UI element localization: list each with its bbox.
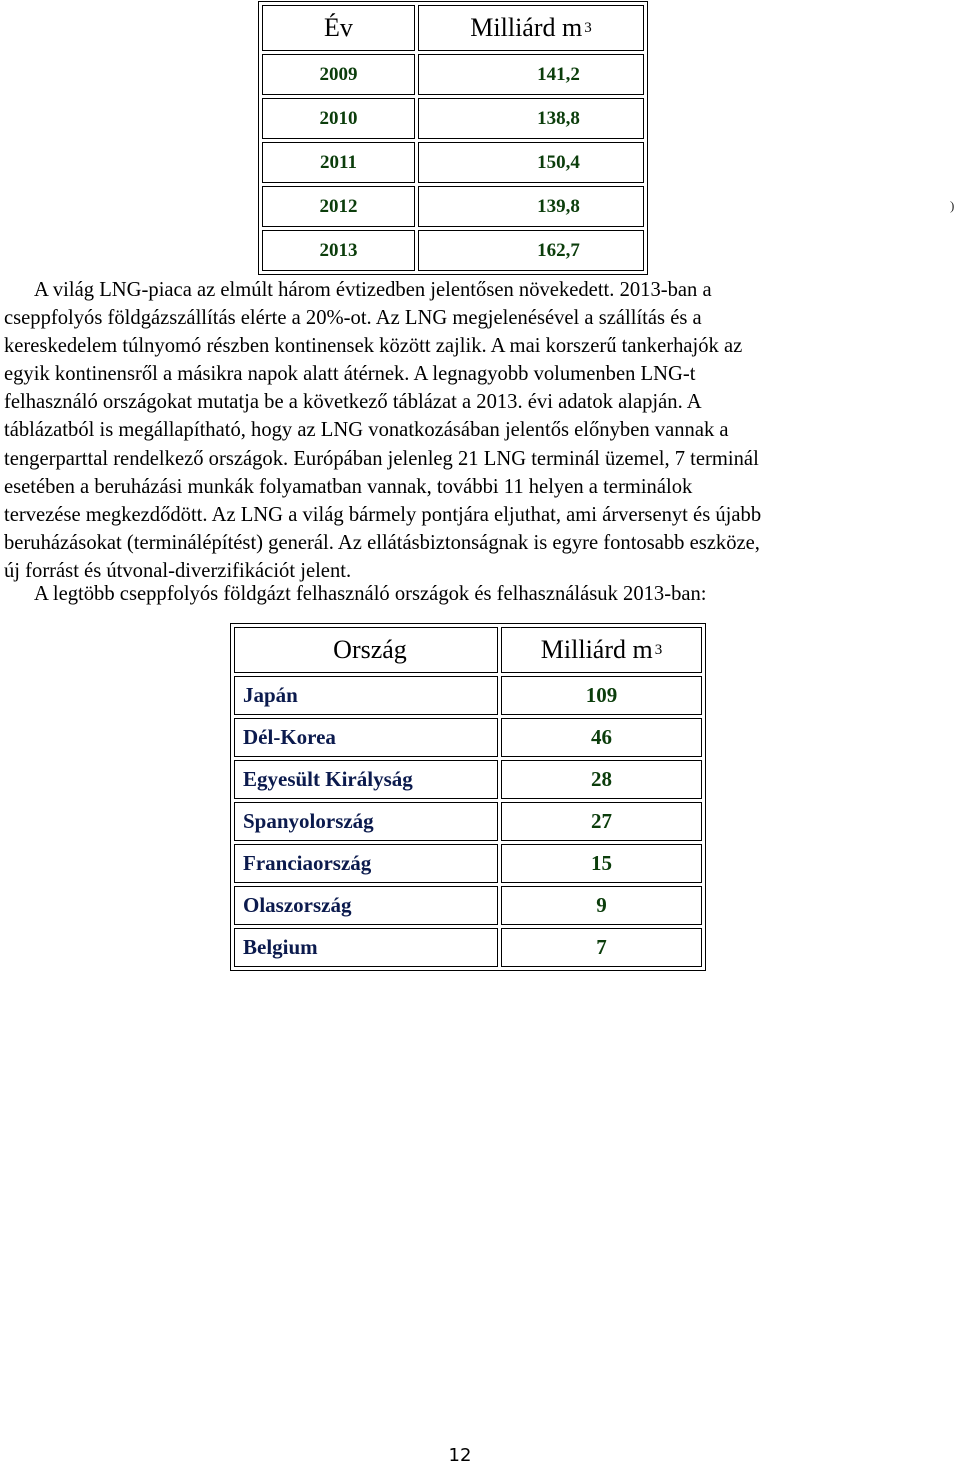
table-row xyxy=(234,760,702,799)
value-cell: 27 xyxy=(501,802,702,841)
paragraph-line: kereskedelem túlnyomó részben kontinensek között zajlik. A mai korszerű tankerhajók az xyxy=(4,335,743,358)
value-cell: 46 xyxy=(501,718,702,757)
paragraph-line: tengerparttal rendelkező országok. Európában jelenleg 21 LNG terminál üzemel, 7 terminál xyxy=(4,447,759,470)
table-row xyxy=(234,676,702,715)
paragraph-line: táblázatból is megállapítható, hogy az LNG vonatkozásában jelentős előnyben vannak a xyxy=(4,419,729,442)
value-cell: 15 xyxy=(501,844,702,883)
country-cell: Belgium xyxy=(234,928,498,967)
country-cell: Dél-Korea xyxy=(234,718,498,757)
year-cell: 2009 xyxy=(262,54,415,95)
paragraph-line: egyik kontinensről a másikra napok alatt átérnek. A legnagyobb volumenben LNG-t xyxy=(4,363,696,386)
country-cell: Olaszország xyxy=(234,886,498,925)
paragraph-line: A világ LNG-piaca az elmúlt három évtizedben jelentősen növekedett. 2013-ban a xyxy=(34,279,712,301)
country-cell: Egyesült Királyság xyxy=(234,760,498,799)
paragraph-line: esetében a beruházási munkák folyamatban vannak, további 11 helyen a terminálok xyxy=(4,475,693,498)
value-column-header xyxy=(501,627,702,673)
table-row xyxy=(262,54,644,95)
margin-mark: ) xyxy=(950,198,955,213)
country-cell: Franciaország xyxy=(234,844,498,883)
value-cell: 150,4 xyxy=(418,142,644,183)
paragraph-line: tervezése megkezdődött. Az LNG a világ bármely pontjára eljuthat, ami árversenyt és újabb xyxy=(4,503,762,526)
year-cell: 2013 xyxy=(262,230,415,271)
value-cell: 138,8 xyxy=(418,98,644,139)
year-cell: 2010 xyxy=(262,98,415,139)
table-row xyxy=(262,98,644,139)
table-row xyxy=(262,142,644,183)
lng-consumers-table xyxy=(230,623,706,971)
table-header-row xyxy=(234,627,702,673)
paragraph-line: felhasználó országokat mutatja be a következő táblázat a 2013. évi adatok alapján. A xyxy=(4,391,702,414)
unit-exponent: 3 xyxy=(584,20,592,36)
country-cell: Spanyolország xyxy=(234,802,498,841)
paragraph-line: új forrást és útvonal-diverzifikációt jelent. xyxy=(4,559,352,582)
table-row xyxy=(234,928,702,967)
table-caption: A legtöbb cseppfolyós földgázt felhasználó országok és felhasználásuk 2013-ban: xyxy=(34,583,707,605)
year-column-header: Év xyxy=(262,5,415,51)
page-number: 12 xyxy=(448,1445,472,1466)
country-cell: Japán xyxy=(234,676,498,715)
value-header-label: Milliárd m xyxy=(470,13,583,42)
value-cell: 7 xyxy=(501,928,702,967)
body-paragraph xyxy=(4,276,916,585)
paragraph-line: cseppfolyós földgázszállítás elérte a 20%-ot. Az LNG megjelenésével a szállítás és a xyxy=(4,307,702,330)
table-row xyxy=(234,844,702,883)
value-column-header xyxy=(418,5,644,51)
table-row xyxy=(234,718,702,757)
unit-exponent: 3 xyxy=(654,642,663,658)
table-row xyxy=(262,230,644,271)
year-cell: 2011 xyxy=(262,142,415,183)
value-cell: 28 xyxy=(501,760,702,799)
value-cell: 139,8 xyxy=(418,186,644,227)
value-header-label: Milliárd m xyxy=(540,635,653,664)
value-cell: 109 xyxy=(501,676,702,715)
table-row xyxy=(234,886,702,925)
paragraph-line: beruházásokat (terminálépítést) generál. Az ellátásbiztonságnak is egyre fontosabb eszköze, xyxy=(4,531,760,554)
table-row xyxy=(262,186,644,227)
value-cell: 162,7 xyxy=(418,230,644,271)
value-cell: 9 xyxy=(501,886,702,925)
table-row xyxy=(234,802,702,841)
year-cell: 2012 xyxy=(262,186,415,227)
lng-trade-by-year-table xyxy=(258,1,648,275)
value-cell: 141,2 xyxy=(418,54,644,95)
country-column-header: Ország xyxy=(234,627,498,673)
table-header-row xyxy=(262,5,644,51)
